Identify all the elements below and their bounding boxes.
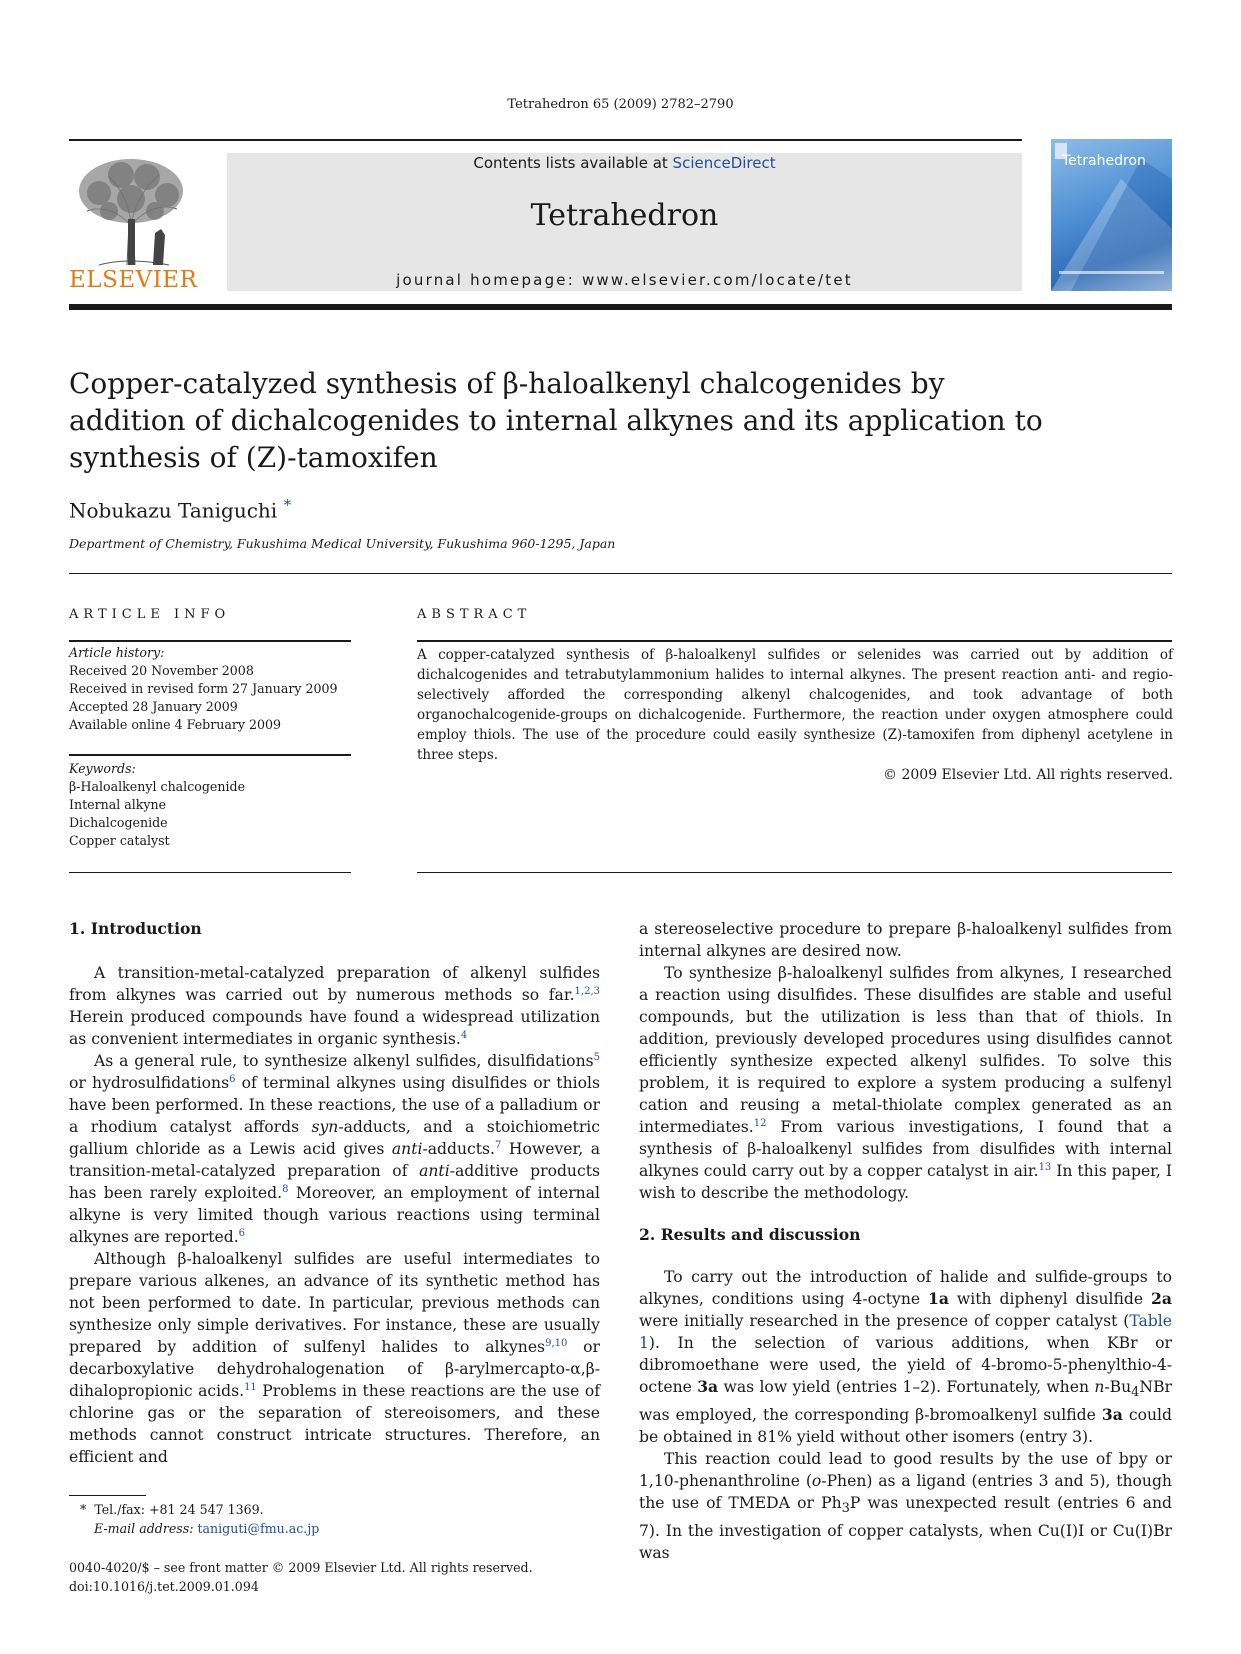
author-footnote — [80, 1500, 319, 1538]
article-title: Copper-catalyzed synthesis of β-haloalkenyl chalcogenides by addition of dichalcogenides to internal alkynes and its application to synthesis of (Z)-tamoxifen — [69, 367, 1043, 474]
body-paragraph: A transition-metal-catalyzed preparation of alkenyl sulfides from alkynes was carried out by numerous methods so far.$^{1,2,3}$ Herein produced compounds have found a widespread utilization as convenient intermediates in organic synthesis.$^4$ — [69, 964, 600, 1048]
body-paragraph: As a general rule, to synthesize alkenyl sulfides, disulfidations$^5$ or hydrosulfidations$^6$ of terminal alkynes using disulfides or thiols have been performed. In these reactions, the use of a palladium or a rhodium catalyst affords syn-adducts, and a stoichiometric gallium chloride as a Lewis acid gives anti-adducts.$^7$ However, a transition-metal-catalyzed preparation of anti-additive products has been rarely exploited.$^8$ Moreover, an employment of internal alkyne is very limited though various reactions using terminal alkynes are reported.$^6$ — [69, 1051, 600, 1246]
article-info-rule — [69, 640, 351, 642]
author-email-link[interactable]: taniguti@fmu.ac.jp — [197, 1521, 320, 1536]
body-column-left — [69, 918, 600, 1468]
table-1-link[interactable]: Table 1 — [639, 1312, 1172, 1352]
footer-front-matter: 0040-4020/$ – see front matter © 2009 Elsevier Ltd. All rights reserved. — [69, 1560, 533, 1575]
info-bottom-rule — [69, 872, 351, 873]
history-revised: Received in revised form 27 January 2009 — [69, 681, 338, 696]
history-accepted: Accepted 28 January 2009 — [69, 699, 238, 714]
keywords-label: Keywords: — [69, 761, 136, 776]
abstract-copyright: © 2009 Elsevier Ltd. All rights reserved. — [883, 767, 1173, 783]
history-label: Article history: — [69, 645, 165, 660]
body-paragraph: Although β-haloalkenyl sulfides are useful intermediates to prepare various alkenes, an advance of its synthetic method has not been performed to date. In particular, previous methods can synthesize only simple derivatives. For instance, these are usually prepared by addition of sulfenyl halides to alkynes$^{9,10}$ or decarboxylative dehydrohalogenation of β-arylmercapto-α,β-dihalopropionic acids.$^{11}$ Problems in these reactions are the use of chlorine gas or the separation of stereoisomers, and these methods cannot construct intricate structures. Therefore, an efficient and — [69, 1250, 601, 1466]
section-heading-introduction: 1. Introduction — [69, 919, 202, 938]
cover-title: Tetrahedron — [1062, 153, 1146, 169]
header-top-rule — [69, 139, 1022, 141]
journal-name: Tetrahedron — [530, 198, 719, 233]
keyword-item: β-Haloalkenyl chalcogenide — [69, 779, 246, 794]
author-name: Nobukazu Taniguchi — [69, 498, 278, 523]
corresponding-author-mark[interactable]: * — [283, 496, 292, 514]
abstract-text: A copper-catalyzed synthesis of β-haloalkenyl sulfides or selenides was carried out by addition of dichalcogenides and tetrabutylammonium halides to internal alkynes. The present reaction anti- and regio-selectively afforded the corresponding alkenyl chalcogenides, and took advantage of both organochalcogenide-groups on dichalcogenide. Furthermore, the reaction under oxygen atmosphere could employ thiols. The use of the procedure could easily synthesize (Z)-tamoxifen from diphenyl acetylene in three steps. — [417, 647, 1173, 763]
body-paragraph: This reaction could lead to good results by the use of bpy or 1,10-phenanthroline (o-Phen) as a ligand (entries 3 and 5), though the use of TMEDA or $Ph_3P$ was unexpected result (entries 6 and 7). In the investigation of copper catalysts, when Cu(I)I or Cu(I)Br was — [639, 1450, 1172, 1563]
title-divider — [69, 573, 1172, 574]
keyword-item: Copper catalyst — [69, 833, 170, 848]
contents-prefix: Contents lists available at — [473, 154, 673, 172]
body-column-right — [639, 918, 1172, 1564]
keywords-rule — [69, 754, 351, 756]
footer-doi[interactable]: doi:10.1016/j.tet.2009.01.094 — [69, 1579, 259, 1594]
history-received: Received 20 November 2008 — [69, 663, 254, 678]
email-label: E-mail address: — [94, 1521, 198, 1536]
contents-availability — [227, 154, 1022, 172]
article-history — [69, 644, 349, 734]
section-heading-results: 2. Results and discussion — [639, 1225, 861, 1244]
header-bottom-rule — [69, 304, 1172, 310]
author-line — [69, 496, 291, 523]
keyword-item: Dichalcogenide — [69, 815, 168, 830]
body-paragraph: a stereoselective procedure to prepare β-haloalkenyl sulfides from internal alkynes are desired now. — [639, 920, 1172, 960]
body-paragraph: To synthesize β-haloalkenyl sulfides from alkynes, I researched a reaction using disulfides. These disulfides are stable and useful compounds, but the utilization is less than that of thiols. In addition, previously developed procedures using disulfides cannot efficiently synthesize expected alkenyl sulfides. To solve this problem, it is required to explore a system producing a sulfenyl cation and reusing a metal-thiolate complex generated as an intermediates.$^{12}$ From various investigations, I found that a synthesis of β-haloalkenyl sulfides from disulfides with internal alkynes could carry out by a copper catalyst in air.$^{13}$ In this paper, I wish to describe the methodology. — [639, 964, 1172, 1202]
abstract-rule — [417, 640, 1172, 642]
body-paragraph: To carry out the introduction of halide and sulfide-groups to alkynes, conditions using 4-octyne 1a with diphenyl disulfide 2a were initially researched in the presence of copper catalyst (Table 1). In the selection of various additions, when KBr or dibromoethane were used, the yield of 4-bromo-5-phenylthio-4-octene 3a was low yield (entries 1–2). Fortunately, when $n-Bu_4NBr$ was employed, the corresponding β-bromoalkenyl sulfide 3a could be obtained in 81% yield without other isomers (entry 3). — [639, 1268, 1172, 1447]
footnote-rule — [69, 1495, 146, 1496]
footnote-mark: * — [80, 1502, 87, 1517]
sciencedirect-link[interactable]: ScienceDirect — [672, 154, 776, 172]
footnote-tel: Tel./fax: +81 24 547 1369. — [94, 1502, 264, 1517]
elsevier-wordmark: ELSEVIER — [69, 267, 198, 293]
footnote-email-line — [80, 1519, 319, 1538]
keyword-item: Internal alkyne — [69, 797, 167, 812]
page-footer — [69, 1558, 533, 1596]
abstract-heading: ABSTRACT — [417, 607, 532, 622]
keywords — [69, 760, 349, 850]
journal-homepage-link[interactable]: journal homepage: www.elsevier.com/locate/tet — [396, 271, 853, 289]
journal-reference: Tetrahedron 65 (2009) 2782–2790 — [507, 97, 734, 112]
author-affiliation: Department of Chemistry, Fukushima Medical University, Fukushima 960-1295, Japan — [69, 536, 616, 551]
footnote-tel-line — [80, 1500, 319, 1519]
history-online: Available online 4 February 2009 — [69, 717, 282, 732]
article-info-heading: ARTICLE INFO — [69, 607, 231, 622]
abstract-bottom-rule — [417, 872, 1172, 873]
